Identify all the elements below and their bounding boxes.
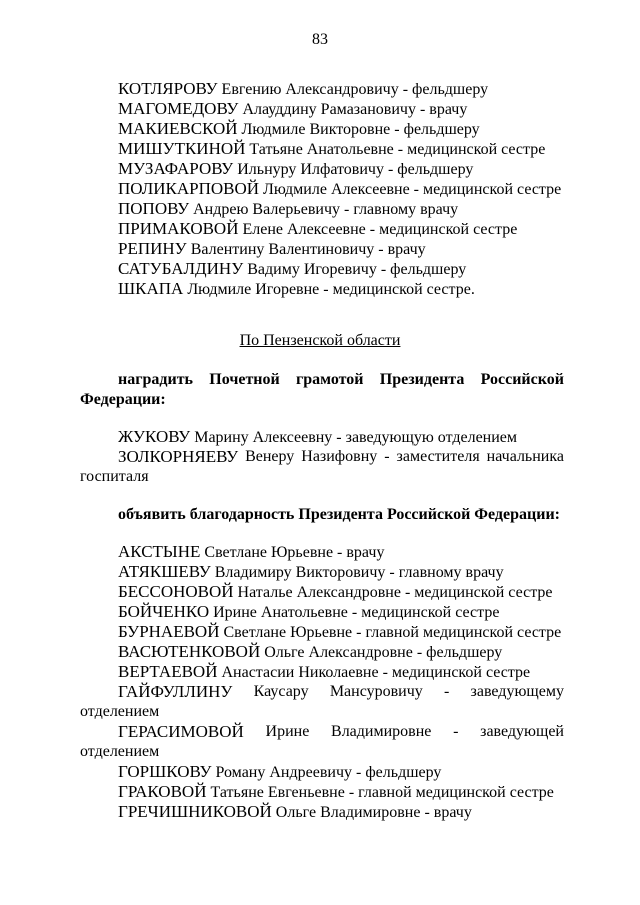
recipient-surname: МИШУТКИНОЙ xyxy=(118,139,246,158)
recipient-surname: МУЗАФАРОВУ xyxy=(118,159,234,178)
recipient-details: Татьяне Анатольевне - медицинской сестре xyxy=(249,141,546,158)
recipient-surname: САТУБАЛДИНУ xyxy=(118,259,244,278)
list-item xyxy=(118,139,564,160)
recipient-word: Назифовну xyxy=(301,448,378,465)
recipient-surname: БОЙЧЕНКО xyxy=(118,602,210,621)
recipient-details: Людмиле Алексеевне - медицинской сестре xyxy=(263,181,562,198)
list-item xyxy=(118,427,564,448)
recipient-details: Ольге Владимировне - врачу xyxy=(275,804,472,821)
recipient-surname: БУРНАЕВОЙ xyxy=(118,622,220,641)
recipient-details: Елене Алексеевне - медицинской сестре xyxy=(242,221,518,238)
recipient-surname: ГРАКОВОЙ xyxy=(118,782,207,801)
recipient-surname: АТЯКШЕВУ xyxy=(118,562,211,581)
recipient-surname: МАКИЕВСКОЙ xyxy=(118,119,238,138)
list-item xyxy=(118,239,564,260)
list-item xyxy=(80,682,564,722)
recipient-surname: ВЕРТАЕВОЙ xyxy=(118,662,218,681)
list-item xyxy=(118,119,564,140)
recipient-surname: ГРЕЧИШНИКОВОЙ xyxy=(118,802,272,821)
recipient-line2: госпиталя xyxy=(80,468,149,485)
list-item xyxy=(118,782,564,803)
recipient-details: Алауддину Рамазановичу - врачу xyxy=(242,101,468,118)
recipient-surname: КОТЛЯРОВУ xyxy=(118,79,218,98)
recipient-details: Светлане Юрьевне - врачу xyxy=(204,544,385,561)
recipient-details: Владимиру Викторовичу - главному врачу xyxy=(214,564,504,581)
recipient-surname: АКСТЫНЕ xyxy=(118,542,201,561)
decision-word: Почетной xyxy=(209,371,280,388)
recipient-word: начальника xyxy=(486,448,564,465)
recipient-details: Евгению Александровичу - фельдшеру xyxy=(221,81,489,98)
list-item xyxy=(118,542,564,563)
recipient-details: Людмиле Игоревне - медицинской сестре. xyxy=(187,281,475,298)
recipient-details: Наталье Александровне - медицинской сестре xyxy=(237,584,553,601)
recipient-details: Татьяне Евгеньевне - главной медицинской сестре xyxy=(210,784,554,801)
recipient-word: - xyxy=(443,683,450,700)
recipient-surname: ГЕРАСИМОВОЙ xyxy=(118,722,244,741)
recipient-surname: ПРИМАКОВОЙ xyxy=(118,219,239,238)
recipient-details: Людмиле Викторовне - фельдшеру xyxy=(241,121,480,138)
decision-line2: Федерации: xyxy=(80,391,166,408)
recipient-details: Анастасии Николаевне - медицинской сестре xyxy=(221,664,531,681)
recipient-details: Ильнуру Илфатовичу - фельдшеру xyxy=(237,161,474,178)
thanks-decision: объявить благодарность Президента Российской Федерации: xyxy=(118,506,560,523)
list-item xyxy=(118,642,564,663)
region-heading-text: По Пензенской области xyxy=(239,332,401,349)
recipient-details: Вадиму Игоревичу - фельдшеру xyxy=(247,261,467,278)
list-item xyxy=(118,762,564,783)
list-item xyxy=(118,199,564,220)
recipient-details: Валентину Валентиновичу - врачу xyxy=(190,241,426,258)
recipient-word: - xyxy=(453,723,459,740)
recipient-surname: ПОЛИКАРПОВОЙ xyxy=(118,179,260,198)
list-item xyxy=(118,279,564,300)
recipient-word: заместителя xyxy=(396,448,480,465)
list-item xyxy=(118,622,564,643)
decision-word: Российской xyxy=(480,371,564,388)
recipient-surname: ГАЙФУЛЛИНУ xyxy=(118,682,233,701)
list-item xyxy=(80,447,564,487)
recipient-details: Андрею Валерьевичу - главному врачу xyxy=(193,201,459,218)
list-item xyxy=(118,582,564,603)
page-number: 83 xyxy=(312,31,328,48)
list-item xyxy=(118,179,564,200)
list-item xyxy=(118,662,564,683)
recipient-surname: ШКАПА xyxy=(118,279,184,298)
recipient-details: Роману Андреевичу - фельдшеру xyxy=(215,764,442,781)
recipient-surname: МАГОМЕДОВУ xyxy=(118,99,239,118)
recipient-word: заведующей xyxy=(480,723,564,740)
list-item xyxy=(80,722,564,762)
decision-word: грамотой xyxy=(296,371,364,388)
recipient-word: Венеру xyxy=(245,448,295,465)
recipient-surname: ПОПОВУ xyxy=(118,199,190,218)
decision-word: наградить xyxy=(118,371,194,388)
award-decision xyxy=(80,370,564,410)
recipient-line2: отделением xyxy=(80,703,160,720)
list-item xyxy=(118,562,564,583)
recipient-details: Ирине Анатольевне - медицинской сестре xyxy=(213,604,500,621)
recipient-details: Светлане Юрьевне - главной медицинской сестре xyxy=(223,624,562,641)
recipient-surname: БЕССОНОВОЙ xyxy=(118,582,234,601)
recipient-details: Ольге Александровне - фельдшеру xyxy=(264,644,503,661)
recipient-word: Ирине xyxy=(265,723,310,740)
list-item xyxy=(118,79,564,100)
recipient-word: Мансуровичу xyxy=(329,683,423,700)
recipient-surname: ЖУКОВУ xyxy=(118,427,191,446)
list-item xyxy=(118,219,564,240)
decision-word: Президента xyxy=(379,371,465,388)
recipient-surname: ГОРШКОВУ xyxy=(118,762,212,781)
list-item xyxy=(118,99,564,120)
recipient-details: Марину Алексеевну - заведующую отделением xyxy=(194,429,518,446)
recipient-word: заведующему xyxy=(470,683,564,700)
recipient-surname: ЗОЛКОРНЯЕВУ xyxy=(118,447,239,466)
recipient-surname: РЕПИНУ xyxy=(118,239,187,258)
recipient-line2: отделением xyxy=(80,743,160,760)
list-item xyxy=(118,602,564,623)
list-item xyxy=(118,259,564,280)
list-item xyxy=(118,159,564,180)
recipient-word: Владимировне xyxy=(331,723,432,740)
recipient-word: Каусару xyxy=(253,683,309,700)
recipient-word: - xyxy=(384,448,390,465)
region-heading xyxy=(0,331,640,351)
recipient-surname: ВАСЮТЕНКОВОЙ xyxy=(118,642,261,661)
list-item xyxy=(118,802,564,823)
